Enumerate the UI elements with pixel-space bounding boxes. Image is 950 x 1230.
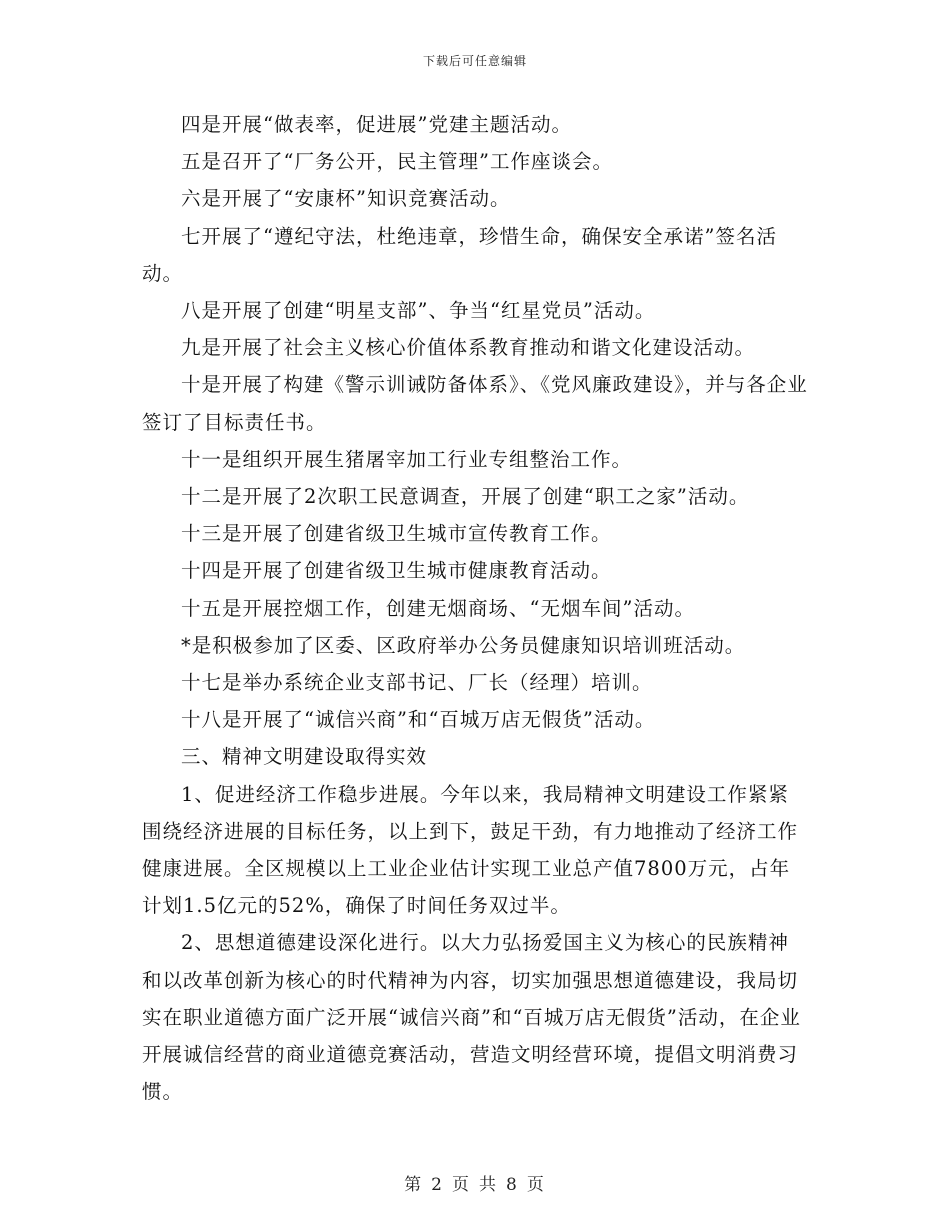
paragraph-11: 十一是组织开展生猪屠宰加工行业专组整治工作。 — [181, 447, 633, 471]
paragraph-9: 九是开展了社会主义核心价值体系教育推动和谐文化建设活动。 — [181, 336, 756, 360]
paragraph-10: 十是开展了构建《警示训诫防备体系》、《党风廉政建设》，并与各企业签订了目标责任书。 — [142, 373, 808, 434]
paragraph-18: 十八是开展了“诚信兴商”和“百城万店无假货”活动。 — [181, 708, 656, 732]
paragraph-8: 八是开展了创建“明星支部”、争当“红星党员”活动。 — [181, 299, 656, 323]
paragraph-15: 十五是开展控烟工作，创建无烟商场、“无烟车间”活动。 — [181, 596, 695, 620]
footer-current-page: 2 — [431, 1175, 444, 1195]
paragraph-6: 六是开展了“安康杯”知识竞赛活动。 — [181, 187, 511, 211]
paragraph-5: 五是召开了“厂务公开，民主管理”工作座谈会。 — [181, 150, 613, 174]
footer-total-pages: 8 — [506, 1175, 519, 1195]
paragraph-17: 十七是举办系统企业支部书记、厂长（经理）培训。 — [181, 671, 653, 695]
document-body — [142, 106, 808, 1110]
paragraph-12: 十二是开展了2次职工民意调查，开展了创建“职工之家”活动。 — [181, 485, 750, 509]
paragraph-7: 七开展了“遵纪守法，杜绝违章，珍惜生命，确保安全承诺”签名活动。 — [142, 224, 777, 285]
paragraph-14: 十四是开展了创建省级卫生城市健康教育活动。 — [181, 559, 612, 583]
footer-suffix: 页 — [526, 1175, 546, 1195]
page-footer — [0, 1170, 950, 1195]
footer-prefix: 第 — [404, 1175, 424, 1195]
page-header: 下载后可任意编辑 — [422, 54, 527, 68]
section-heading: 三、精神文明建设取得实效 — [181, 745, 428, 769]
footer-total-label: 共 — [479, 1175, 498, 1195]
footer-mid: 页 — [452, 1175, 471, 1195]
paragraph-morality: 2、思想道德建设深化进行。以大力弘扬爱国主义为核心的民族精神和以改革创新为核心的时代精神为内容，切实加强思想道德建设，我局切实在职业道德方面广泛开展“诚信兴商”和“百城万店无假货”活动，在企业开展诚信经营的商业道德竞赛活动，营造文明经营环境，提倡文明消费习惯。 — [142, 931, 801, 1104]
paragraph-economy: 1、促进经济工作稳步进展。今年以来，我局精神文明建设工作紧紧围绕经济进展的目标任务，以上到下，鼓足干劲，有力地推动了经济工作健康进展。全区规模以上工业企业估计实现工业总产值7800万元，占年计划1.5亿元的52%，确保了时间任务双过半。 — [142, 782, 799, 918]
paragraph-16: *是积极参加了区委、区政府举办公务员健康知识培训班活动。 — [181, 633, 746, 657]
paragraph-4: 四是开展“做表率，促进展”党建主题活动。 — [181, 113, 572, 136]
paragraph-13: 十三是开展了创建省级卫生城市宣传教育工作。 — [181, 522, 612, 546]
